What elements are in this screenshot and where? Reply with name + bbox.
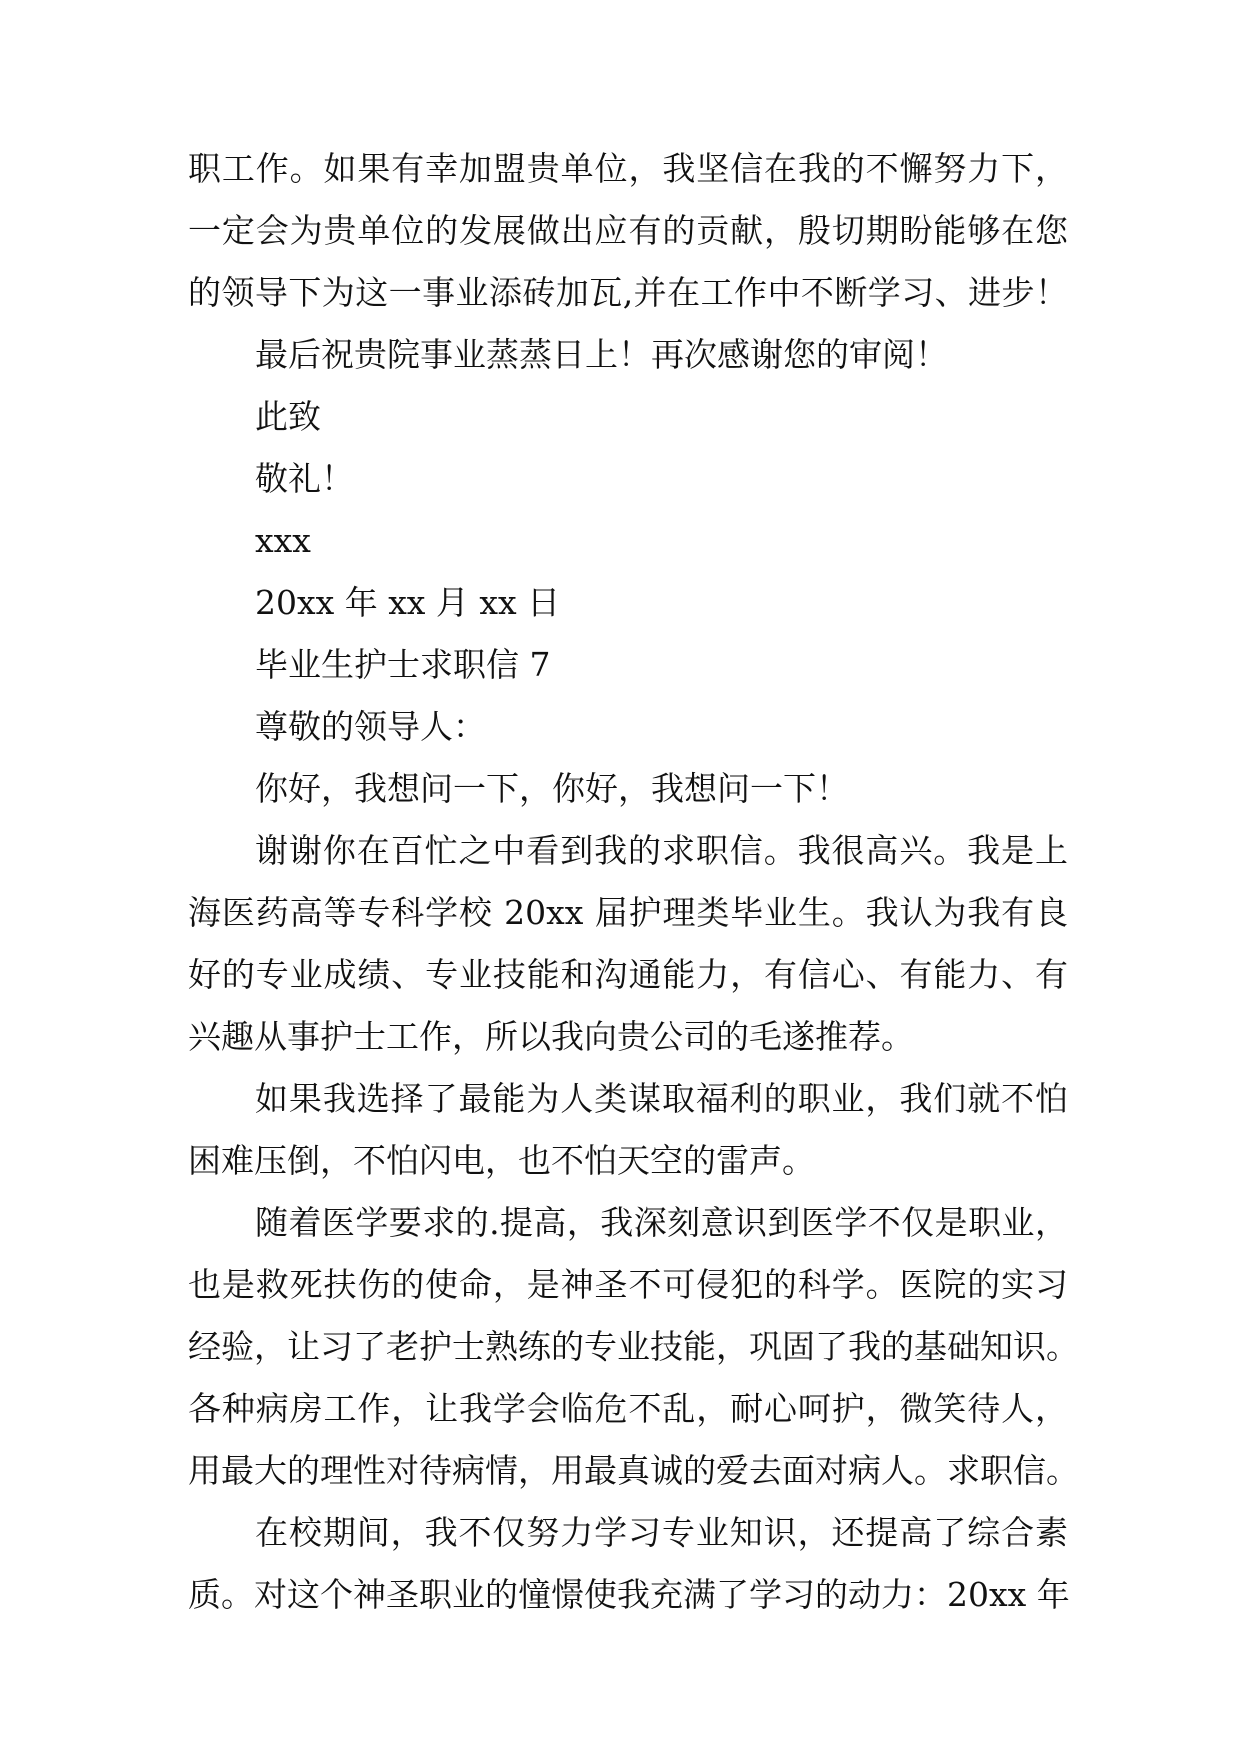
salutation-line: 此致 [255,397,321,436]
paragraph-line: 经验，让习了老护士熟练的专业技能，巩固了我的基础知识。 [188,1327,1079,1366]
letter-greeting: 尊敬的领导人： [255,707,486,746]
paragraph-line: 职工作。如果有幸加盟贵单位，我坚信在我的不懈努力下， [188,149,1068,188]
paragraph-line: 如果我选择了最能为人类谋取福利的职业，我们就不怕 [255,1079,1068,1118]
section-title: 毕业生护士求职信 7 [255,645,551,684]
paragraph-line: 也是救死扶伤的使命，是神圣不可侵犯的科学。医院的实习 [188,1265,1068,1304]
paragraph-line: 用最大的理性对待病情，用最真诚的爱去面对病人。求职信。 [188,1451,1079,1490]
paragraph-line: 你好，我想问一下，你好，我想问一下！ [255,769,849,808]
paragraph-line: 一定会为贵单位的发展做出应有的贡献，殷切期盼能够在您 [188,211,1068,250]
paragraph-line: 好的专业成绩、专业技能和沟通能力，有信心、有能力、有 [188,955,1068,994]
paragraph-line: 各种病房工作，让我学会临危不乱，耐心呵护，微笑待人， [188,1389,1068,1428]
paragraph-line: 随着医学要求的.提高，我深刻意识到医学不仅是职业， [255,1203,1068,1242]
closing-wish-line: 最后祝贵院事业蒸蒸日上！再次感谢您的审阅！ [255,335,948,374]
signature-date: 20xx 年 xx 月 xx 日 [255,583,561,622]
paragraph-line: 的领导下为这一事业添砖加瓦,并在工作中不断学习、进步！ [188,273,1068,312]
paragraph-line: 困难压倒，不怕闪电，也不怕天空的雷声。 [188,1141,815,1180]
signature-name: xxx [255,521,311,560]
paragraph-line: 质。对这个神圣职业的憧憬使我充满了学习的动力：20xx 年 [188,1575,1070,1614]
paragraph-line: 在校期间，我不仅努力学习专业知识，还提高了综合素 [255,1513,1068,1552]
paragraph-line: 兴趣从事护士工作，所以我向贵公司的毛遂推荐。 [188,1017,914,1056]
salutation-line: 敬礼！ [255,459,354,498]
paragraph-line: 海医药高等专科学校 20xx 届护理类毕业生。我认为我有良 [188,893,1068,932]
paragraph-line: 谢谢你在百忙之中看到我的求职信。我很高兴。我是上 [255,831,1068,870]
